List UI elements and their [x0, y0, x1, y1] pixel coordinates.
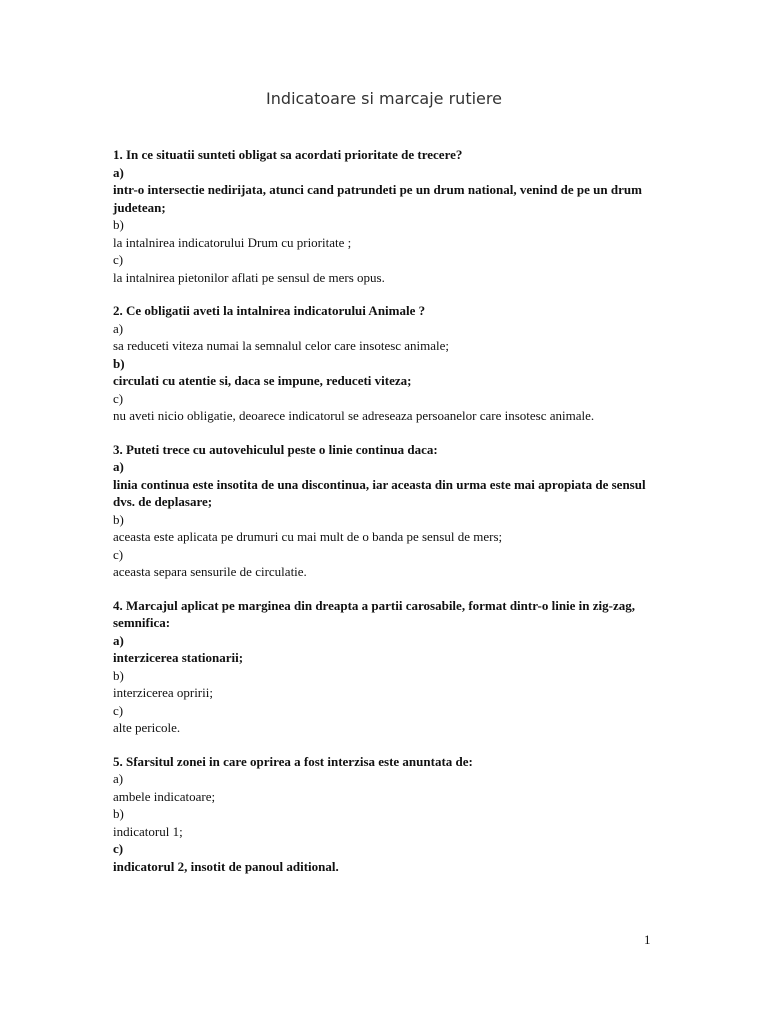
option-label: b)	[113, 667, 124, 683]
answer-text: sa reduceti viteza numai la semnalul celor care insotesc animale;	[113, 338, 450, 353]
correct-answer-text: interzicerea stationarii;	[113, 650, 244, 665]
answer-text: aceasta separa sensurile de circulatie.	[113, 564, 307, 579]
answer-text: la intalnirea pietonilor aflati pe sensul de mers opus.	[113, 269, 385, 285]
option-label: b)	[113, 511, 124, 527]
option-label: b)	[113, 355, 125, 371]
correct-answer-text: indicatorul 2, insotit de panoul aditional.	[113, 858, 339, 874]
answer-text: aceasta este aplicata pe drumuri cu mai mult de o banda pe sensul de mers;	[113, 529, 503, 544]
option-label: c)	[113, 841, 124, 856]
correct-answer-text: circulati cu atentie si, daca se impune, reduceti viteza;	[113, 373, 412, 388]
page-title: Indicatoare si marcaje rutiere	[266, 89, 502, 108]
option-label: a)	[113, 771, 124, 786]
answer-text: indicatorul 1;	[113, 823, 183, 839]
question-text: 3. Puteti trece cu autovehiculul peste o linie continua daca:	[113, 441, 438, 457]
page-number: 1	[644, 932, 651, 947]
question-2	[113, 302, 658, 425]
option-label: c)	[113, 390, 124, 406]
option-label: a)	[113, 320, 124, 336]
question-text: 2. Ce obligatii aveti la intalnirea indicatorului Animale ?	[113, 303, 426, 318]
option-label: c)	[113, 252, 124, 267]
question-1	[113, 146, 658, 286]
option-label: b)	[113, 217, 124, 232]
answer-text: alte pericole.	[113, 720, 181, 735]
question-5	[113, 753, 658, 876]
question-text: 5. Sfarsitul zonei in care oprirea a fost interzisa este anuntata de:	[113, 753, 473, 769]
answer-text: ambele indicatoare;	[113, 788, 216, 804]
answer-text: la intalnirea indicatorului Drum cu prioritate ;	[113, 234, 352, 250]
option-label: a)	[113, 459, 124, 474]
option-label: a)	[113, 632, 124, 648]
option-label: c)	[113, 702, 124, 718]
correct-answer-text: intr-o intersectie nedirijata, atunci cand patrundeti pe un drum national, venind de pe un drum judetean;	[113, 182, 642, 215]
answer-text: interzicerea opririi;	[113, 685, 213, 700]
question-3	[113, 441, 658, 581]
question-text: 4. Marcajul aplicat pe marginea din dreapta a partii carosabile, format dintr-o linie in zig-zag, semnifica:	[113, 597, 635, 630]
correct-answer-text: linia continua este insotita de una discontinua, iar aceasta din urma este mai apropiata de sensul dvs. de deplasare;	[113, 476, 646, 509]
option-label: c)	[113, 546, 124, 562]
question-text: 1. In ce situatii sunteti obligat sa acordati prioritate de trecere?	[113, 147, 463, 162]
option-label: b)	[113, 806, 124, 821]
questions-list	[113, 146, 658, 891]
answer-text: nu aveti nicio obligatie, deoarece indicatorul se adreseaza persoanelor care insotesc animale.	[113, 408, 595, 423]
option-label: a)	[113, 164, 124, 180]
question-4	[113, 597, 658, 737]
